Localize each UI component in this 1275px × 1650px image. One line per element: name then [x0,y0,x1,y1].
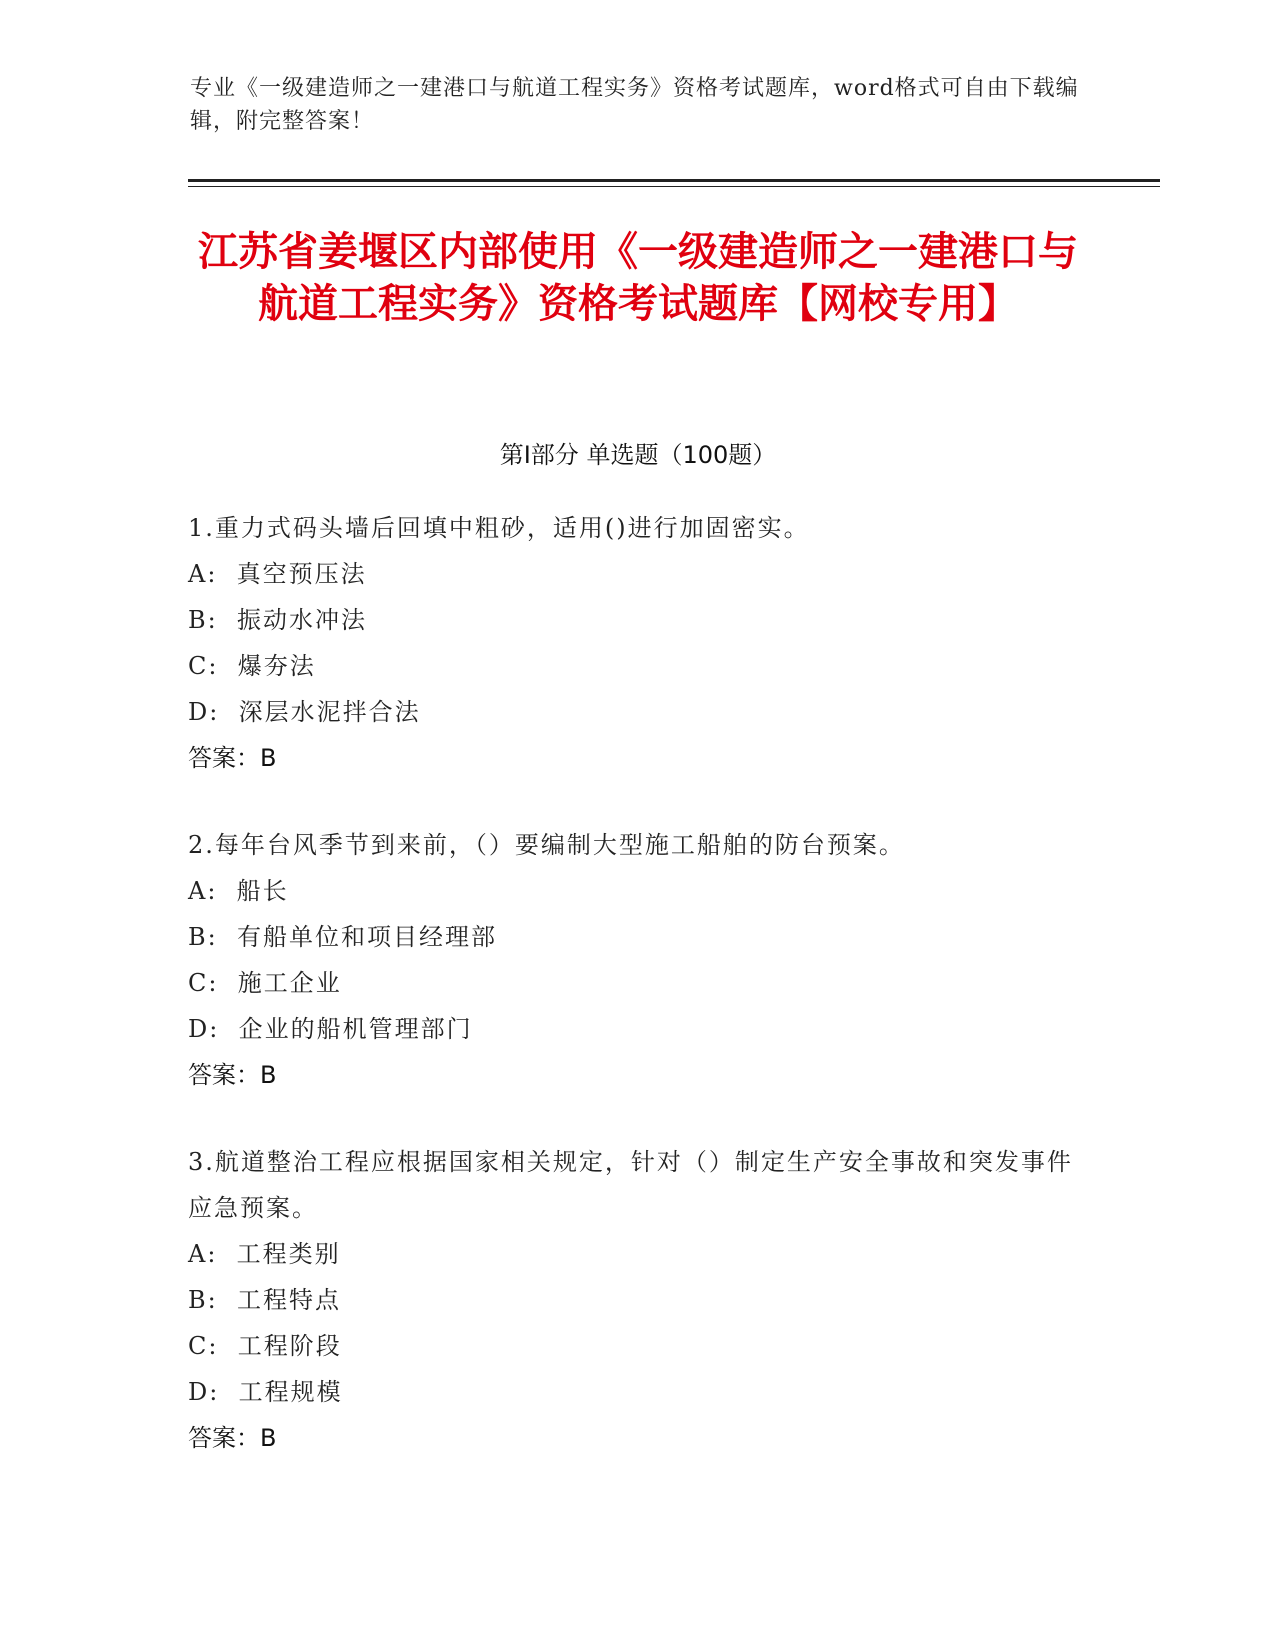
header-divider-thin [188,186,1160,187]
option-c: C: 爆夯法 [188,652,316,680]
header-divider-thick [188,179,1160,182]
question-stem: 1.重力式码头墙后回填中粗砂，适用()进行加固密实。 [188,514,810,542]
option-d: D: 企业的船机管理部门 [188,1015,473,1043]
answer: 答案：B [188,1424,277,1452]
question-3 [188,1139,1088,1461]
option-a: A: 真空预压法 [188,560,367,588]
header-note: 专业《一级建造师之一建港口与航道工程实务》资格考试题库，word格式可自由下载编辑，附完整答案！ [190,76,1079,134]
answer: 答案：B [188,744,277,772]
answer: 答案：B [188,1061,277,1089]
question-stem: 3.航道整治工程应根据国家相关规定，针对（）制定生产安全事故和突发事件应急预案。 [188,1148,1073,1222]
question-1 [188,505,1088,781]
option-b: B: 有船单位和项目经理部 [188,923,497,951]
option-a: A: 船长 [188,877,289,905]
option-d: D: 工程规模 [188,1378,343,1406]
option-c: C: 施工企业 [188,969,342,997]
question-2 [188,822,1088,1098]
option-c: C: 工程阶段 [188,1332,342,1360]
option-b: B: 工程特点 [188,1286,341,1314]
section-heading: 第Ⅰ部分 单选题（100题） [499,441,777,469]
option-d: D: 深层水泥拌合法 [188,698,421,726]
option-b: B: 振动水冲法 [188,606,367,634]
option-a: A: 工程类别 [188,1240,341,1268]
document-title: 江苏省姜堰区内部使用《一级建造师之一建港口与航道工程实务》资格考试题库【网校专用】 [198,229,1078,327]
question-stem: 2.每年台风季节到来前，（）要编制大型施工船舶的防台预案。 [188,831,905,859]
